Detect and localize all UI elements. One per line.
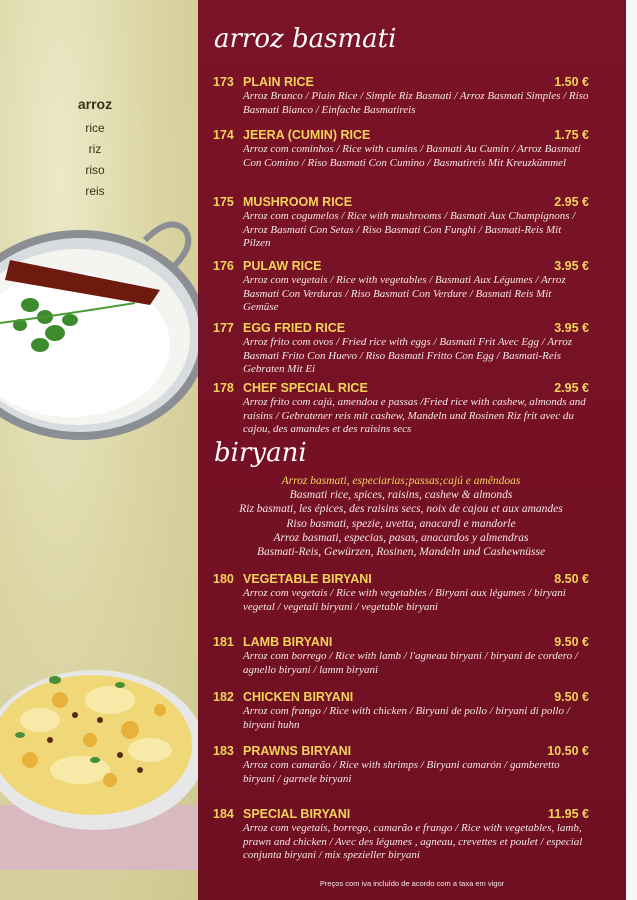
- item-name: MUSHROOM RICE: [243, 195, 353, 209]
- item-price: 10.50 €: [547, 744, 589, 758]
- section-title-biryani: biryani: [214, 438, 307, 468]
- item-number: 173: [213, 75, 234, 89]
- item-description: Arroz com vegetais, borrego, camarão e frango / Rice with vegetables, lamb, prawn and chicken / Avec des légumes , agneau, crevettes et poulet / especial conjunta biryani / mix spezieller biryani: [243, 822, 583, 861]
- item-description: Arroz com cogumelos / Rice with mushrooms / Basmati Aux Champignons / Arroz Basmati Con Setas / Riso Basmati Con Funghi / Basmati-Reis Mit Pilzen: [243, 210, 576, 249]
- word-arroz: arroz: [77, 96, 113, 112]
- item-number: 180: [213, 572, 234, 586]
- item-number: 174: [213, 128, 234, 142]
- item-description: Arroz com vegetais / Rice with vegetables / Basmati Aux Légumes / Arroz Basmati Con Verduras / Riso Basmati Con Verdure / Basmati Reis Mit Gemüse: [243, 274, 566, 313]
- item-number: 178: [213, 381, 234, 395]
- menu-item-177: [213, 320, 589, 377]
- item-number: 182: [213, 690, 234, 704]
- item-price: 1.75 €: [554, 128, 589, 142]
- item-description: Arroz com borrego / Rice with lamb / l'agneau biryani / biryani de cordero / agnello biryani / lamm biryani: [243, 650, 578, 676]
- intro-line-pt: Arroz basmati, especiarias;passas;cajú e amêndoas: [281, 475, 521, 487]
- item-price: 2.95 €: [554, 381, 589, 395]
- word-riso: riso: [85, 163, 105, 177]
- section-title-arroz-basmati: arroz basmati: [214, 24, 397, 54]
- item-name: VEGETABLE BIRYANI: [243, 572, 372, 586]
- item-description: Arroz com frango / Rice with chicken / Biryani de pollo / biryani di pollo / biryani huhn: [243, 705, 570, 731]
- menu-item-175: [213, 194, 589, 251]
- item-description: Arroz com camarão / Rice with shrimps / Biryani camarón / gamberetto biryani / garnele biryani: [243, 759, 560, 785]
- item-description: Arroz frito com ovos / Fried rice with eggs / Basmati Frit Avec Egg / Arroz Basmati Frito Con Huevo / Riso Basmati Fritto Con Egg / Basmati-Reis Gebraten Mit Ei: [243, 336, 573, 375]
- menu-item-173: [213, 74, 589, 117]
- menu-item-183: [213, 743, 589, 786]
- biryani-description: [213, 474, 589, 559]
- item-price: 9.50 €: [554, 635, 589, 649]
- item-name: LAMB BIRYANI: [243, 635, 333, 649]
- item-number: 181: [213, 635, 234, 649]
- menu-item-184: [213, 806, 589, 863]
- item-name: PRAWNS BIRYANI: [243, 744, 352, 758]
- menu-item-180: [213, 571, 589, 614]
- item-description: Arroz Branco / Plain Rice / Simple Riz Basmati / Arroz Basmati Simples / Riso Basmati Bianco / Einfache Basmatireis: [243, 90, 589, 116]
- item-name: SPECIAL BIRYANI: [243, 807, 351, 821]
- item-name: PULAW RICE: [243, 259, 322, 273]
- item-number: 176: [213, 259, 234, 273]
- item-price: 9.50 €: [554, 690, 589, 704]
- item-name: CHICKEN BIRYANI: [243, 690, 354, 704]
- item-price: 3.95 €: [554, 259, 589, 273]
- item-description: Arroz frito com cajú, amendoa e passas /Fried rice with cashew, almonds and raisins / Gebratener reis mit cashew, Mandeln und Rosinen Riz frit avec du cajou, des amandes et des raisins secs: [243, 396, 586, 435]
- item-number: 175: [213, 195, 234, 209]
- item-number: 183: [213, 744, 234, 758]
- item-price: 2.95 €: [554, 195, 589, 209]
- item-name: CHEF SPECIAL RICE: [243, 381, 368, 395]
- item-price: 11.95 €: [547, 807, 589, 821]
- item-price: 3.95 €: [554, 321, 589, 335]
- item-name: PLAIN RICE: [243, 75, 314, 89]
- intro-line-de: Basmati-Reis, Gewürzen, Rosinen, Mandeln und Cashewnüsse: [256, 546, 546, 559]
- item-price: 1.50 €: [554, 75, 589, 89]
- item-description: Arroz com cominhos / Rice with cumins / Basmati Au Cumin / Arroz Basmati Con Comino / Riso Basmati Con Cumino / Basmatireis Mit Kreuzkümmel: [243, 143, 581, 169]
- item-description: Arroz com vegetais / Rice with vegetables / Biryani aux légumes / biryani vegetal / vegetali biryani / vegetable biryani: [243, 587, 566, 613]
- word-riz: riz: [88, 142, 102, 156]
- page-edge: [626, 0, 637, 900]
- item-number: 177: [213, 321, 234, 335]
- menu-item-182: [213, 689, 589, 732]
- tax-footnote: Preços com iva incluído de acordo com a taxa em vigor: [319, 879, 505, 888]
- rice-translations: [60, 96, 130, 202]
- word-rice: rice: [85, 121, 105, 135]
- menu-item-176: [213, 258, 589, 315]
- intro-line-es: Arroz basmati, especias, pasas, anacardos y almendras: [273, 531, 529, 544]
- intro-line-en: Basmati rice, spices, raisins, cashew & almonds: [289, 489, 513, 502]
- item-number: 184: [213, 807, 234, 821]
- item-price: 8.50 €: [554, 572, 589, 586]
- intro-line-fr: Riz basmati, les épices, des raisins secs, noix de cajou et aux amandes: [239, 503, 563, 516]
- menu-item-181: [213, 634, 589, 677]
- rice-bowl-image: [0, 205, 215, 445]
- menu-item-178: [213, 380, 589, 437]
- intro-line-it: Riso basmati, spezie, uvetta, anacardi e mandorle: [286, 517, 516, 530]
- biryani-plate-image: [0, 640, 200, 870]
- item-name: JEERA (CUMIN) RICE: [243, 128, 371, 142]
- menu-item-174: [213, 127, 589, 170]
- word-reis: reis: [85, 184, 105, 198]
- item-name: EGG FRIED RICE: [243, 321, 346, 335]
